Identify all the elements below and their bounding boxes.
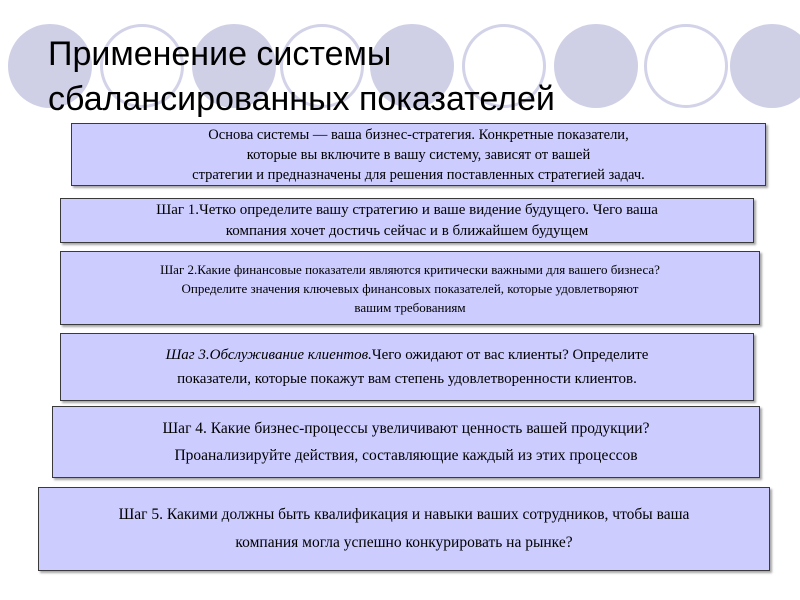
step5-box <box>38 487 770 571</box>
step2-box <box>60 251 760 325</box>
intro-text-line: которые вы включите в вашу систему, зависят от вашей <box>246 146 591 163</box>
step5-text-line: компания могла успешно конкурировать на рынке? <box>235 534 573 551</box>
step3-text-line <box>61 343 753 367</box>
step1-box <box>60 198 754 243</box>
step1-text-line: Шаг 1.Четко определите вашу стратегию и ваше видение будущего. Чего ваша <box>156 201 658 218</box>
step3-text-line: показатели, которые покажут вам степень удовлетворенности клиентов. <box>177 371 637 387</box>
slide-title-line: Применение системы <box>48 35 392 73</box>
step4-box <box>52 406 760 478</box>
step3-lead: Шаг 3.Обслуживание клиентов. <box>165 347 372 363</box>
slide-title-line: сбалансированных показателей <box>48 80 555 118</box>
step5-text-line: Шаг 5. Какими должны быть квалификация и навыки ваших сотрудников, чтобы ваша <box>118 506 690 523</box>
step3-box <box>60 333 754 401</box>
intro-box <box>71 123 766 186</box>
intro-text-line: стратегии и предназначены для решения поставленных стратегией задач. <box>192 166 645 183</box>
decorative-circle <box>644 24 728 108</box>
step1-text-line: компания хочет достичь сейчас и в ближайшем будущем <box>225 222 589 239</box>
decorative-circle <box>554 24 638 108</box>
slide-title <box>48 32 555 122</box>
intro-text-line: Основа системы — ваша бизнес-стратегия. Конкретные показатели, <box>208 126 629 143</box>
decorative-circle <box>730 24 800 108</box>
step2-text-line: Определите значения ключевых финансовых показателей, которые удовлетворяют <box>181 280 639 296</box>
step4-text-line: Шаг 4. Какие бизнес-процессы увеличивают ценность вашей продукции? <box>162 420 650 437</box>
step2-text-line: вашим требованиям <box>354 299 466 315</box>
step4-text-line: Проанализируйте действия, составляющие каждый из этих процессов <box>174 447 638 464</box>
step2-text-line: Шаг 2.Какие финансовые показатели являются критически важными для вашего бизнеса? <box>160 261 660 277</box>
step3-rest: Чего ожидают от вас клиенты? Определите <box>371 347 649 363</box>
